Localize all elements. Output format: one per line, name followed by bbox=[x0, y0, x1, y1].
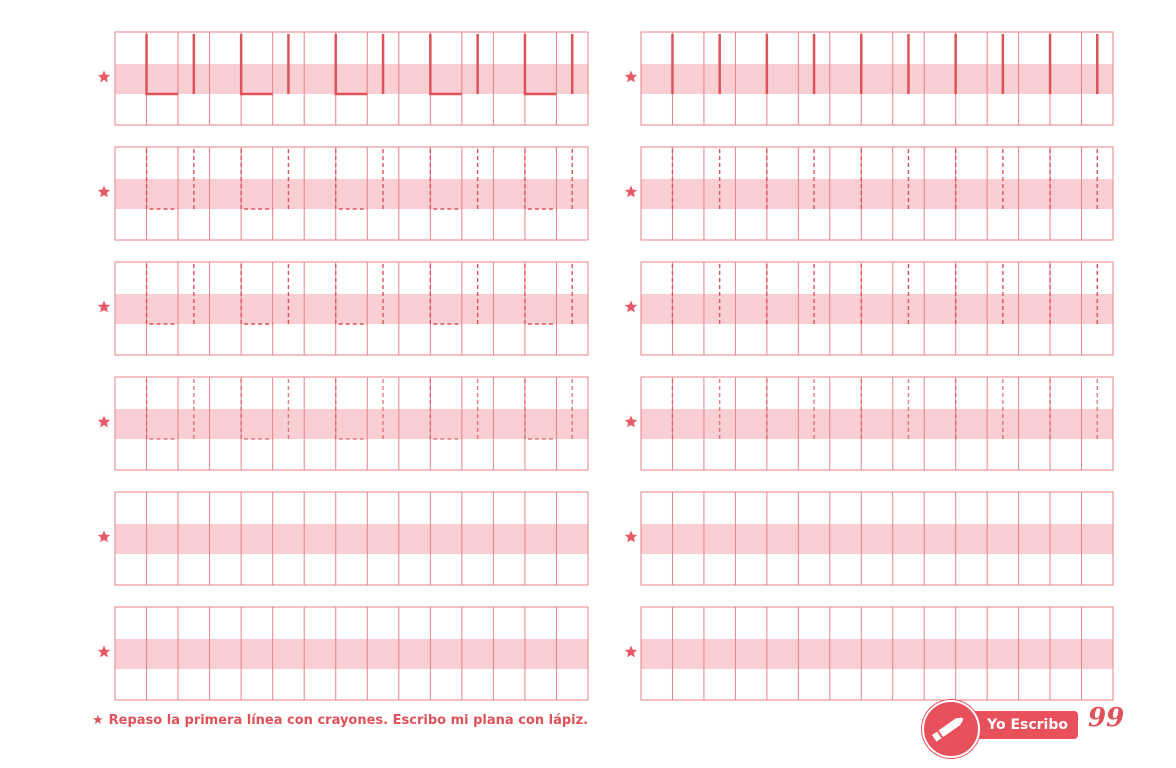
star-icon: ★ bbox=[92, 713, 104, 728]
writing-band bbox=[115, 179, 588, 209]
star-icon bbox=[98, 646, 110, 658]
star-icon bbox=[98, 186, 110, 198]
star-icon bbox=[625, 646, 637, 658]
instruction-text bbox=[92, 713, 588, 728]
instruction-label: Repaso la primera línea con crayones. Escribo mi plana con lápiz. bbox=[108, 713, 589, 728]
star-icon bbox=[98, 531, 110, 543]
star-icon bbox=[625, 71, 637, 83]
writing-band bbox=[115, 64, 588, 94]
star-icon bbox=[98, 71, 110, 83]
page-number: 99 bbox=[1088, 703, 1125, 733]
star-icon bbox=[625, 416, 637, 428]
badge-label: Yo Escribo bbox=[962, 711, 1078, 739]
star-icon bbox=[625, 186, 637, 198]
writing-band bbox=[115, 639, 588, 669]
star-icon bbox=[625, 531, 637, 543]
writing-band bbox=[115, 524, 588, 554]
star-icon bbox=[625, 301, 637, 313]
writing-band bbox=[641, 64, 1113, 94]
writing-band bbox=[641, 524, 1113, 554]
writing-band bbox=[115, 409, 588, 439]
writing-band bbox=[115, 294, 588, 324]
pencil-icon bbox=[928, 708, 970, 748]
writing-band bbox=[641, 294, 1113, 324]
writing-band bbox=[641, 179, 1113, 209]
writing-band bbox=[641, 639, 1113, 669]
star-icon bbox=[98, 416, 110, 428]
writing-band bbox=[641, 409, 1113, 439]
star-icon bbox=[98, 301, 110, 313]
